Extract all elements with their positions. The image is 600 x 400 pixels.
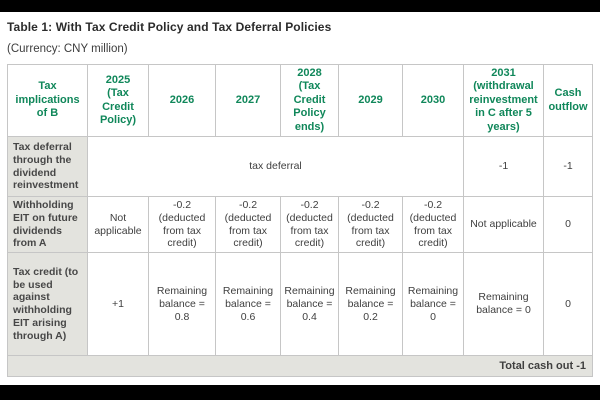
header-row (8, 65, 593, 137)
table-cell-2030: Remaining balance = 0 (403, 253, 464, 356)
column-header-label: Cash outflow (548, 87, 588, 113)
table-cell-2025: Not applicable (88, 197, 149, 253)
table-cell-2031: Not applicable (464, 197, 544, 253)
row-header-withholding-eit: Withholding EIT on future dividends from A (8, 197, 88, 253)
row-header-tax-deferral: Tax deferral through the dividend reinvestment (8, 137, 88, 197)
column-header-2028: 2028 (Tax Credit Policy ends) (281, 65, 339, 137)
tax-policy-table (7, 64, 593, 377)
table-row-tax-credit (8, 253, 593, 356)
column-header-2026: 2026 (149, 65, 216, 137)
table-title: Table 1: With Tax Credit Policy and Tax Deferral Policies (7, 20, 332, 34)
table-cell-2031: -1 (464, 137, 544, 197)
table-cell-2025: +1 (88, 253, 149, 356)
currency-note: (Currency: CNY million) (7, 43, 128, 55)
document-page (0, 12, 600, 385)
column-header-2031: 2031 (withdrawal reinvestment in C after 5 years) (464, 65, 544, 137)
table-cell-cash-outflow: -1 (544, 137, 593, 197)
column-header-2025: 2025 (Tax Credit Policy) (88, 65, 149, 137)
table-cell-2026: -0.2 (deducted from tax credit) (149, 197, 216, 253)
table-cell-cash-outflow: 0 (544, 253, 593, 356)
column-header-cash-outflow (544, 65, 593, 137)
column-header-2027: 2027 (216, 65, 281, 137)
table-cell-2028: -0.2 (deducted from tax credit) (281, 197, 339, 253)
table-row-tax-deferral (8, 137, 593, 197)
total-cash-out-cell: Total cash out -1 (8, 356, 593, 377)
column-header-2030: 2030 (403, 65, 464, 137)
table-cell-2029: -0.2 (deducted from tax credit) (339, 197, 403, 253)
table-cell-2031: Remaining balance = 0 (464, 253, 544, 356)
table-row-withholding-eit (8, 197, 593, 253)
column-header-tax-implications (8, 65, 88, 137)
row-header-tax-credit: Tax credit (to be used against withholding EIT arising through A) (8, 253, 88, 356)
table-cell-cash-outflow: 0 (544, 197, 593, 253)
table-cell-2030: -0.2 (deducted from tax credit) (403, 197, 464, 253)
table-cell-2029: Remaining balance = 0.2 (339, 253, 403, 356)
table-cell-2027: -0.2 (deducted from tax credit) (216, 197, 281, 253)
column-header-2029: 2029 (339, 65, 403, 137)
merged-cell-tax-deferral: tax deferral (88, 137, 464, 197)
table-cell-2027: Remaining balance = 0.6 (216, 253, 281, 356)
table-cell-2026: Remaining balance = 0.8 (149, 253, 216, 356)
total-row (8, 356, 593, 377)
column-header-label: Tax implications of B (15, 80, 80, 120)
table-cell-2028: Remaining balance = 0.4 (281, 253, 339, 356)
